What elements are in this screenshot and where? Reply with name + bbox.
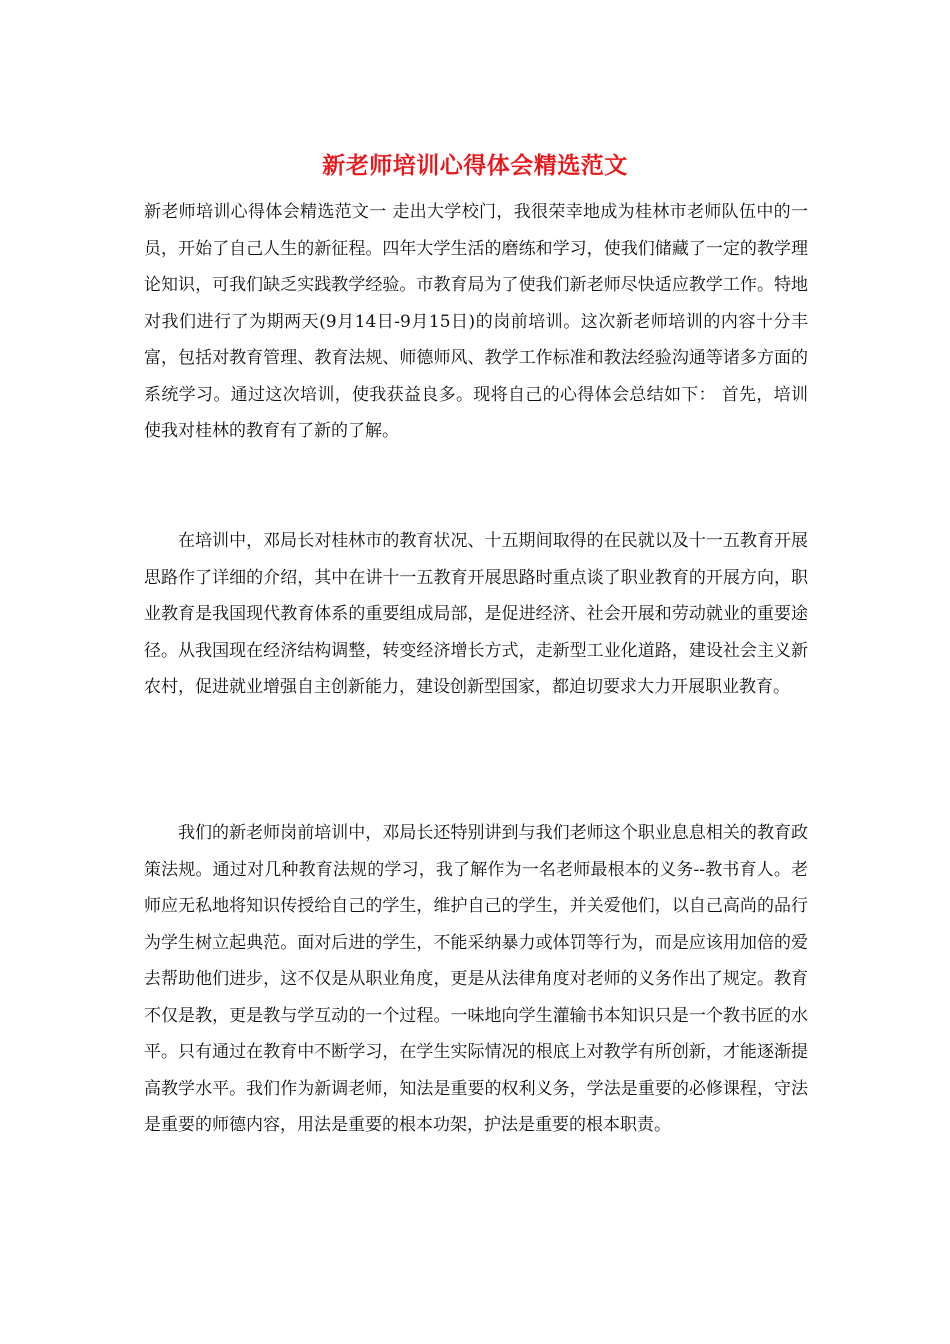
paragraph-2: 在培训中，邓局长对桂林市的教育状况、十五期间取得的在民就以及十一五教育开展思路作了详细的介绍，其中在讲十一五教育开展思路时重点谈了职业教育的开展方向，职业教育是我国现代教育体系的重要组成局部，是促进经济、社会开展和劳动就业的重要途径。从我国现在经济结构调整，转变经济增长方式，走新型工业化道路，建设社会主义新农村，促进就业增强自主创新能力，建设创新型国家，都迫切要求大力开展职业教育。 bbox=[144, 531, 808, 697]
paragraph-3: 我们的新老师岗前培训中，邓局长还特别讲到与我们老师这个职业息息相关的教育政策法规。通过对几种教育法规的学习，我了解作为一名老师最根本的义务--教书育人。老师应无私地将知识传授给自己的学生，维护自己的学生，并关爱他们，以自己高尚的品行为学生树立起典范。面对后进的学生，不能采纳暴力或体罚等行为，而是应该用加倍的爱去帮助他们进步，这不仅是从职业角度，更是从法律角度对老师的义务作出了规定。教育不仅是教，更是教与学互动的一个过程。一味地向学生灌输书本知识只是一个教书匠的水平。只有通过在教育中不断学习，在学生实际情况的根底上对教学有所创新，才能逐渐提高教学水平。我们作为新调老师，知法是重要的权利义务，学法是重要的必修课程，守法是重要的师德内容，用法是重要的根本功架，护法是重要的根本职责。 bbox=[144, 823, 808, 1135]
document-title: 新老师培训心得体会精选范文 bbox=[322, 152, 628, 179]
paragraph-1: 新老师培训心得体会精选范文一 走出大学校门，我很荣幸地成为桂林市老师队伍中的一员，开始了自己人生的新征程。四年大学生活的磨练和学习，使我们储藏了一定的教学理论知识，可我们缺乏实践教学经验。市教育局为了使我们新老师尽快适应教学工作。特地对我们进行了为期两天(9月14日-9月15日)的岗前培训。这次新老师培训的内容十分丰富，包括对教育管理、教育法规、师德师风、教学工作标准和教法经验沟通等诸多方面的系统学习。通过这次培训，使我获益良多。现将自己的心得体会总结如下： 首先，培训使我对桂林的教育有了新的了解。 bbox=[144, 202, 808, 441]
